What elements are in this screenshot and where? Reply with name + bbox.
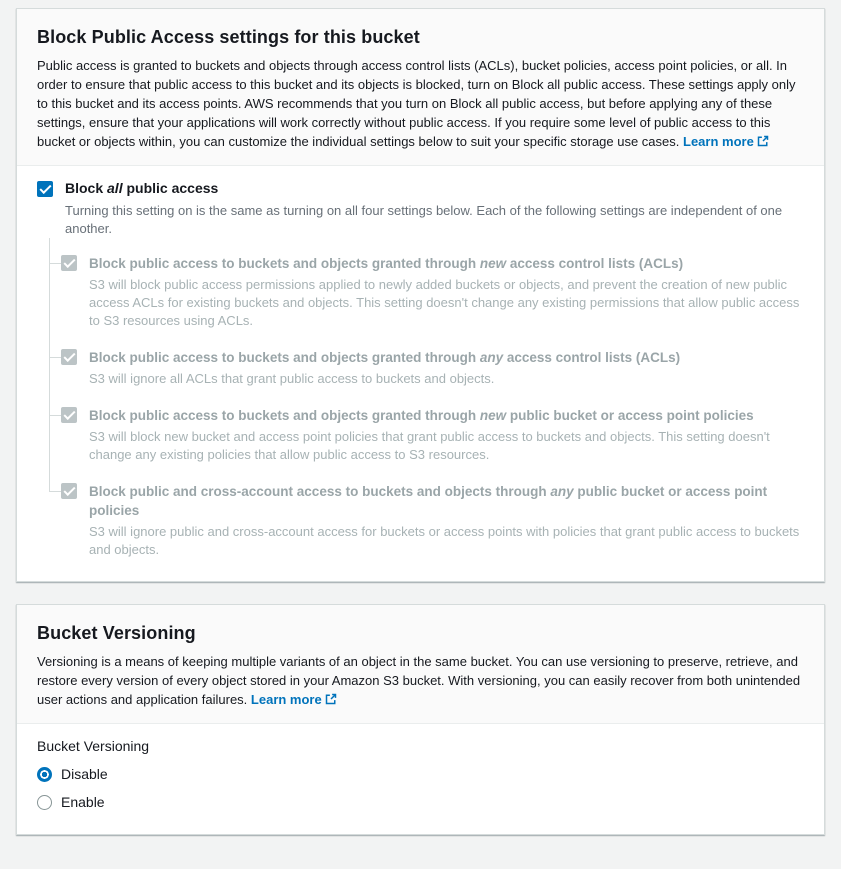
bpa-panel-title: Block Public Access settings for this bucket (37, 27, 420, 47)
versioning-learn-more-link[interactable] (251, 692, 337, 707)
block-all-public-access-description: Turning this setting on is the same as turning on all four settings below. Each of the following settings are independent of one another. (65, 203, 783, 236)
versioning-enable-label[interactable]: Enable (61, 794, 105, 810)
block-all-public-access-row (37, 180, 804, 238)
versioning-option-disable[interactable] (37, 766, 804, 782)
bpa-panel-description (37, 56, 804, 151)
external-link-icon (325, 693, 337, 705)
versioning-panel-body (17, 724, 824, 834)
bpa-sub-setting-new-acls (37, 254, 804, 348)
bpa-sub-setting-title: Block public access to buckets and objects granted through any access control lists (ACLs) (89, 350, 681, 365)
bucket-versioning-field-label: Bucket Versioning (37, 738, 150, 754)
bpa-checkbox-new-acls (61, 255, 77, 271)
bucket-versioning-panel (16, 604, 825, 835)
block-public-access-panel (16, 8, 825, 582)
bpa-sub-setting-description: S3 will ignore public and cross-account access for buckets or access points with policies that grant public access to buckets and objects. (89, 524, 800, 557)
bpa-sub-setting-title: Block public access to buckets and objects granted through new public bucket or access point policies (89, 408, 754, 423)
bpa-sub-setting-title: Block public and cross-account access to buckets and objects through any public bucket or access point policies (89, 484, 768, 518)
bpa-panel-body (17, 166, 824, 581)
bucket-versioning-radio-group (37, 766, 804, 810)
block-all-public-access-checkbox[interactable] (37, 181, 53, 197)
bpa-checkbox-any-policies (61, 483, 77, 499)
bpa-sub-settings-list (37, 254, 804, 561)
bpa-sub-setting-description: S3 will ignore all ACLs that grant public access to buckets and objects. (89, 371, 495, 386)
versioning-disable-label[interactable]: Disable (61, 766, 108, 782)
versioning-description-text: Versioning is a means of keeping multiple variants of an object in the same bucket. You can use versioning to preserve, retrieve, and restore every version of every object stored in your Amazon S3 bucket. With versioning, you can easily recover from both unintended user actions and application failures. (37, 654, 801, 707)
block-all-public-access-label[interactable]: Block all public access (65, 180, 219, 196)
bpa-sub-setting-new-policies (37, 406, 804, 482)
learn-more-label: Learn more (683, 134, 754, 149)
bpa-sub-setting-description: S3 will block new bucket and access point policies that grant public access to buckets and objects. This setting doesn't change any existing policies that allow public access to S3 resources. (89, 429, 770, 462)
bpa-panel-header (17, 9, 824, 166)
bpa-sub-setting-description: S3 will block public access permissions applied to newly added buckets or objects, and prevent the creation of new public access ACLs for existing buckets and objects. This setting doesn't change any existing permissions that allow public access to S3 resources using ACLs. (89, 277, 800, 328)
versioning-disable-radio[interactable] (37, 767, 52, 782)
versioning-option-enable[interactable] (37, 794, 804, 810)
versioning-enable-radio[interactable] (37, 795, 52, 810)
external-link-icon (757, 135, 769, 147)
bpa-description-text: Public access is granted to buckets and objects through access control lists (ACLs), bucket policies, access point policies, or all. In order to ensure that public access to this bucket and its objects is blocked, turn on Block all public access. These settings apply only to this bucket and its access points. AWS recommends that you turn on Block all public access, but before applying any of these settings, ensure that your applications will work correctly without public access. If you require some level of public access to this bucket or objects within, you can customize the individual settings below to suit your specific storage use cases. (37, 58, 796, 149)
versioning-panel-description (37, 652, 804, 709)
bpa-sub-setting-any-acls (37, 348, 804, 406)
bpa-checkbox-any-acls (61, 349, 77, 365)
bpa-sub-setting-any-policies (37, 482, 804, 561)
versioning-panel-title: Bucket Versioning (37, 623, 196, 643)
learn-more-label: Learn more (250, 692, 322, 707)
bpa-sub-setting-title: Block public access to buckets and objects granted through new access control lists (ACLs) (89, 256, 684, 271)
bpa-checkbox-new-policies (61, 407, 77, 423)
bpa-learn-more-link[interactable] (683, 134, 769, 149)
versioning-panel-header (17, 605, 824, 724)
